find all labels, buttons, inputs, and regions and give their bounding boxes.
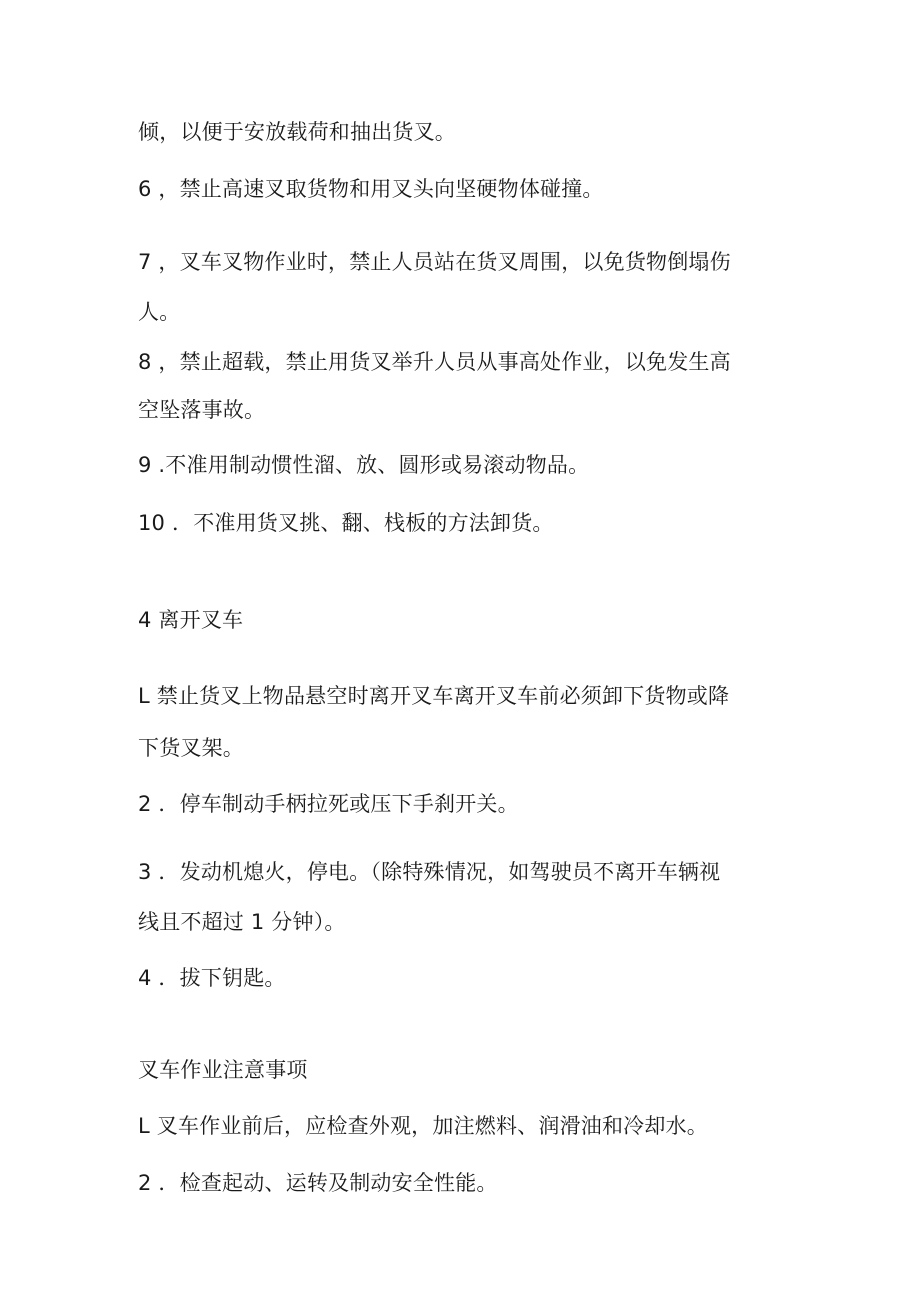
text-line: 人。 (138, 300, 181, 324)
text-line: 4 ．拔下钥匙。 (138, 966, 286, 990)
text-line: L 叉车作业前后，应检查外观，加注燃料、润滑油和冷却水。 (138, 1114, 708, 1138)
text-line: 倾，以便于安放载荷和抽出货叉。 (138, 120, 456, 144)
text-line: 空坠落事故。 (138, 398, 266, 422)
text-line: 2 ．检查起动、运转及制动安全性能。 (138, 1171, 498, 1195)
text-line: 8 ，禁止超载，禁止用货叉举升人员从事高处作业，以免发生高 (138, 350, 731, 374)
text-line: 9 .不准用制动惯性溜、放、圆形或易滚动物品。 (138, 453, 590, 477)
text-line: 2 ．停车制动手柄拉死或压下手刹开关。 (138, 792, 519, 816)
section-heading: 叉车作业注意事项 (138, 1058, 308, 1082)
text-line: 线且不超过 1 分钟）。 (138, 910, 346, 934)
text-line: 下货叉架。 (138, 736, 244, 760)
text-line: 7 ，叉车叉物作业时，禁止人员站在货叉周围，以免货物倒塌伤 (138, 250, 731, 274)
section-heading: 4 离开叉车 (138, 608, 244, 632)
text-line: 3 ．发动机熄火，停电。（除特殊情况，如驾驶员不离开车辆视 (138, 860, 721, 884)
text-line: 6 ，禁止高速叉取货物和用叉头向坚硬物体碰撞。 (138, 177, 604, 201)
text-line: L 禁止货叉上物品悬空时离开叉车离开叉车前必须卸下货物或降 (138, 684, 730, 708)
text-line: 10 ．不准用货叉挑、翻、栈板的方法卸货。 (138, 511, 554, 535)
